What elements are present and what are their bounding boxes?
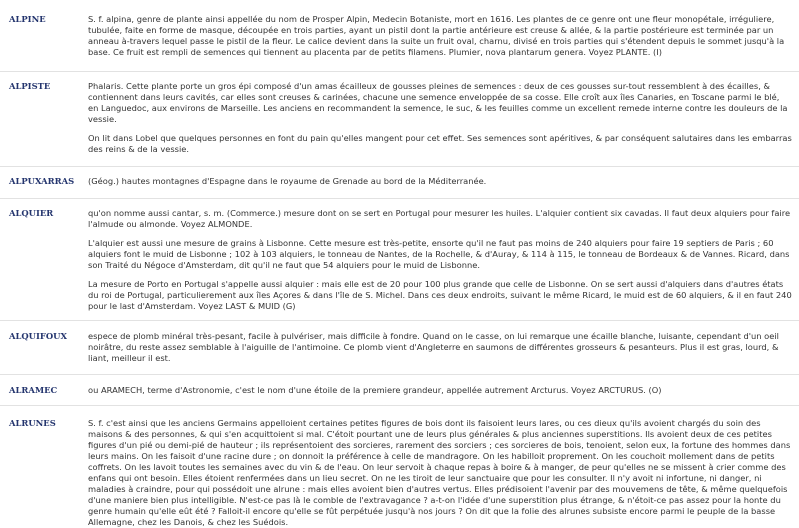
entry-paragraph: S. f. c'est ainsi que les anciens Germains appelloient certaines petites figures de bois dont ils faisoient leurs lares, ou ces dieux qu'ils avoient chargés du soin des maisons & des personnes, & qui s'en acquittoient si mal. C'étoit pourtant une de leurs plus générales & plus anciennes superstitions. Ils avoient deux de ces petites figures d'un pié ou demi-pié de hauteur ; ils représentoient des sorcieres, rarement des sorciers ; ces sorcieres de bois, tenoient, selon eux, la fortune des hommes dans leurs mains. On les faisoit d'une racine dure ; on donnoit la préférence à celle de mandragore. On les habilloit proprement. On les couchoit mollement dans de petits coffrets. On les lavoit toutes les semaines avec du vin & de l'eau. On leur servoit à chaque repas à boire & à manger, de peur qu'elles ne se missent à crier comme des enfans qui ont besoin. Elles étoient renfermées dans un lieu secret. On ne les tiroit de leur sanctuaire que pour les consulter. Il n'y avoit ni infortune, ni danger, ni maladies à craindre, pour qui possédoit une alrune : mais elles avoient bien d'autres vertus. Elles prédisoient l'avenir par des mouvemens de tête, & même quelquefois d'une maniere bien plus intelligible. N'est-ce pas là le comble de l'extravagance ? a-t-on l'idée d'une superstition plus étrange, & n'étoit-ce pas assez pour la honte du genre humain qu'elle eût été ? Falloit-il encore qu'elle se fût perpétuée jusqu'à nos jours ? On dit que la folie des alrunes subsiste encore parmi le peuple de la basse Allemagne, chez les Danois, & chez les Suédois.	[88, 418, 791, 527]
entry-divider	[0, 166, 799, 167]
entry-body	[88, 81, 792, 155]
entry-divider	[0, 374, 799, 375]
entry-paragraph: On lit dans Lobel que quelques personnes en font du pain qu'elles mangent pour cet effet. Ses semences sont apéritives, & par conséquent salutaires dans les embarras des reins & de la vessie.	[88, 133, 792, 154]
entry-divider	[0, 320, 799, 321]
entry-paragraph: S. f. alpina, genre de plante ainsi appellée du nom de Prosper Alpin, Medecin Botaniste, mort en 1616. Les plantes de ce genre ont une fleur monopétale, irréguliere, tubulée, faite en forme de masque, découpée en trois parties, ayant un pistil dont la partie antérieure est creuse & allée, & la partie postérieure est terminée par un anneau à-travers lequel passe le pistil de la fleur. Le calice devient dans la suite un fruit oval, charnu, divisé en trois parties qui s'étendent depuis le sommet jusqu'à la base. Ce fruit est rempli de semences qui tiennent au placenta par de petits filamens. Plumier, nova plantarum genera. Voyez PLANTE. (I)	[88, 14, 785, 57]
entry-headword: ALRAMEC	[9, 385, 58, 395]
entry-divider	[0, 198, 799, 199]
entry-body	[88, 14, 792, 58]
entry-headword: ALPISTE	[9, 81, 51, 91]
entry-body	[88, 385, 792, 396]
entry-body	[88, 208, 792, 312]
entry-divider	[0, 71, 799, 72]
entry-headword: ALPUXARRAS	[9, 176, 75, 186]
entry-paragraph: (Géog.) hautes montagnes d'Espagne dans le royaume de Grenade au bord de la Méditerranée.	[88, 176, 487, 186]
entry-headword: ALRUNES	[9, 418, 56, 428]
entry-paragraph: qu'on nomme aussi cantar, s. m. (Commerce.) mesure dont on se sert en Portugal pour mesurer les huiles. L'alquier contient six cavadas. Il faut deux alquiers pour faire l'almude ou almonde. Voyez ALMONDE.	[88, 208, 791, 229]
entry-paragraph: espece de plomb minéral très-pesant, facile à pulvériser, mais difficile à fondre. Quand on le casse, on lui remarque une écaille blanche, luisante, cependant d'un oeil noirâtre, du reste assez semblable à l'aiguille de l'antimoine. Ce plomb vient d'Angleterre en saumons de différentes grosseurs & pesanteurs. Plus il est gras, lourd, & liant, meilleur il est.	[88, 331, 779, 363]
entry-paragraph: Phalaris. Cette plante porte un gros épi composé d'un amas écailleux de gousses pleines de semences : deux de ces gousses sur-tout ressemblent à des écailles, & contiennent dans leurs cavités, car elles sont creuses & carinées, chacune une semence enveloppée de sa cosse. Elle croît aux îles Canaries, en Toscane parmi le blé, en Languedoc, aux environs de Marseille. Les anciens en recommandent la semence, le suc, & les feuilles comme un excellent remede interne contre les douleurs de la vessie.	[88, 81, 788, 124]
entry-headword: ALPINE	[9, 14, 46, 24]
entry-body	[88, 331, 792, 364]
entry-divider	[0, 405, 799, 406]
entry-paragraph: La mesure de Porto en Portugal s'appelle aussi alquier : mais elle est de 20 pour 100 plus grande que celle de Lisbonne. On se sert aussi d'alquiers dans d'autres états du roi de Portugal, particulierement aux îles Açores & dans l'île de S. Michel. Dans ces deux endroits, suivant le même Ricard, le muid est de 60 alquiers, & il en faut 240 pour le last d'Amsterdam. Voyez LAST & MUID (G)	[88, 279, 792, 311]
entry-body	[88, 176, 792, 187]
entry-headword: ALQUIFOUX	[9, 331, 67, 341]
entry-body	[88, 418, 792, 528]
entry-headword: ALQUIER	[9, 208, 54, 218]
entry-paragraph: ou ARAMECH, terme d'Astronomie, c'est le nom d'une étoile de la premiere grandeur, appellée autrement Arcturus. Voyez ARCTURUS. (O)	[88, 385, 662, 395]
entry-paragraph: L'alquier est aussi une mesure de grains à Lisbonne. Cette mesure est très-petite, ensorte qu'il ne faut pas moins de 240 alquiers pour faire 19 septiers de Paris ; 60 alquiers font le muid de Lisbonne ; 102 à 103 alquiers, le tonneau de Nantes, de la Rochelle, & d'Auray, & 114 à 115, le tonneau de Bordeaux & de Vannes. Ricard, dans son Traité du Négoce d'Amsterdam, dit qu'il ne faut que 54 alquiers pour le muid de Lisbonne.	[88, 238, 790, 270]
